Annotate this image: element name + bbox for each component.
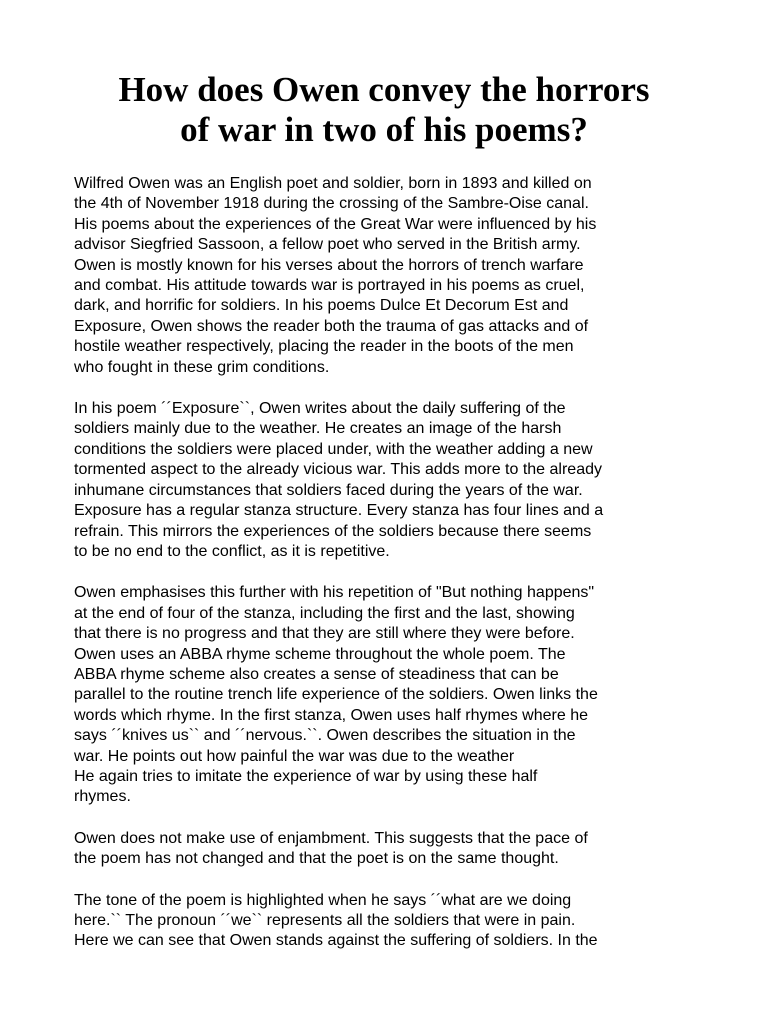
text-line: Owen does not make use of enjambment. This suggests that the pace of	[74, 829, 588, 847]
paragraph-repetition	[74, 583, 714, 807]
text-line: parallel to the routine trench life experience of the soldiers. Owen links the	[74, 686, 598, 704]
text-line: and combat. His attitude towards war is portrayed in his poems as cruel,	[74, 277, 585, 295]
text-line: conditions the soldiers were placed under, with the weather adding a new	[74, 440, 593, 458]
text-line: Owen is mostly known for his verses about the horrors of trench warfare	[74, 256, 584, 274]
text-line: ABBA rhyme scheme also creates a sense of steadiness that can be	[74, 665, 559, 683]
text-line: words which rhyme. In the first stanza, Owen uses half rhymes where he	[74, 706, 588, 724]
text-line: the poem has not changed and that the poet is on the same thought.	[74, 850, 559, 868]
text-line: Owen emphasises this further with his repetition of "But nothing happens"	[74, 584, 595, 602]
text-line: the 4th of November 1918 during the crossing of the Sambre-Oise canal.	[74, 195, 589, 213]
paragraph-tone	[74, 891, 714, 952]
text-line: Wilfred Owen was an English poet and soldier, born in 1893 and killed on	[74, 175, 592, 192]
paragraph-exposure	[74, 399, 714, 562]
text-line: dark, and horrific for soldiers. In his poems Dulce Et Decorum Est and	[74, 297, 569, 315]
title-line: How does Owen convey the horrors	[118, 70, 650, 109]
text-line: In his poem ´´Exposure``, Owen writes about the daily suffering of the	[74, 400, 566, 418]
text-line: Exposure, Owen shows the reader both the trauma of gas attacks and of	[74, 317, 589, 335]
text-line: Here we can see that Owen stands against the suffering of soldiers. In the	[74, 932, 598, 950]
text-line: that there is no progress and that they are still where they were before.	[74, 625, 575, 643]
text-line: advisor Siegfried Sassoon, a fellow poet who served in the British army.	[74, 236, 581, 254]
text-line: soldiers mainly due to the weather. He creates an image of the harsh	[74, 420, 562, 438]
text-line: hostile weather respectively, placing the reader in the boots of the men	[74, 338, 574, 356]
text-line: says ´´knives us`` and ´´nervous.``. Owen describes the situation in the	[74, 727, 576, 745]
text-line: He again tries to imitate the experience of war by using these half	[74, 767, 538, 785]
text-line: here.`` The pronoun ´´we`` represents all the soldiers that were in pain.	[74, 912, 576, 929]
text-line: The tone of the poem is highlighted when he says ´´what are we doing	[74, 891, 572, 909]
paragraph-enjambment	[74, 829, 714, 870]
title-line: of war in two of his poems?	[180, 110, 588, 149]
text-line: to be no end to the conflict, as it is repetitive.	[74, 542, 390, 560]
page-title	[40, 70, 728, 150]
text-line: Exposure has a regular stanza structure. Every stanza has four lines and a	[74, 502, 604, 520]
text-line: inhumane circumstances that soldiers faced during the years of the war.	[74, 481, 583, 499]
text-line: war. He points out how painful the war was due to the weather	[74, 747, 515, 765]
text-line: tormented aspect to the already vicious war. This adds more to the already	[74, 461, 602, 479]
text-line: refrain. This mirrors the experiences of the soldiers because there seems	[74, 522, 592, 540]
text-line: Owen uses an ABBA rhyme scheme throughout the whole poem. The	[74, 645, 566, 663]
text-line: His poems about the experiences of the Great War were influenced by his	[74, 215, 597, 233]
essay-body	[74, 174, 714, 973]
text-line: at the end of four of the stanza, including the first and the last, showing	[74, 604, 575, 622]
text-line: rhymes.	[74, 788, 131, 806]
text-line: who fought in these grim conditions.	[74, 358, 330, 376]
paragraph-introduction	[74, 174, 714, 378]
